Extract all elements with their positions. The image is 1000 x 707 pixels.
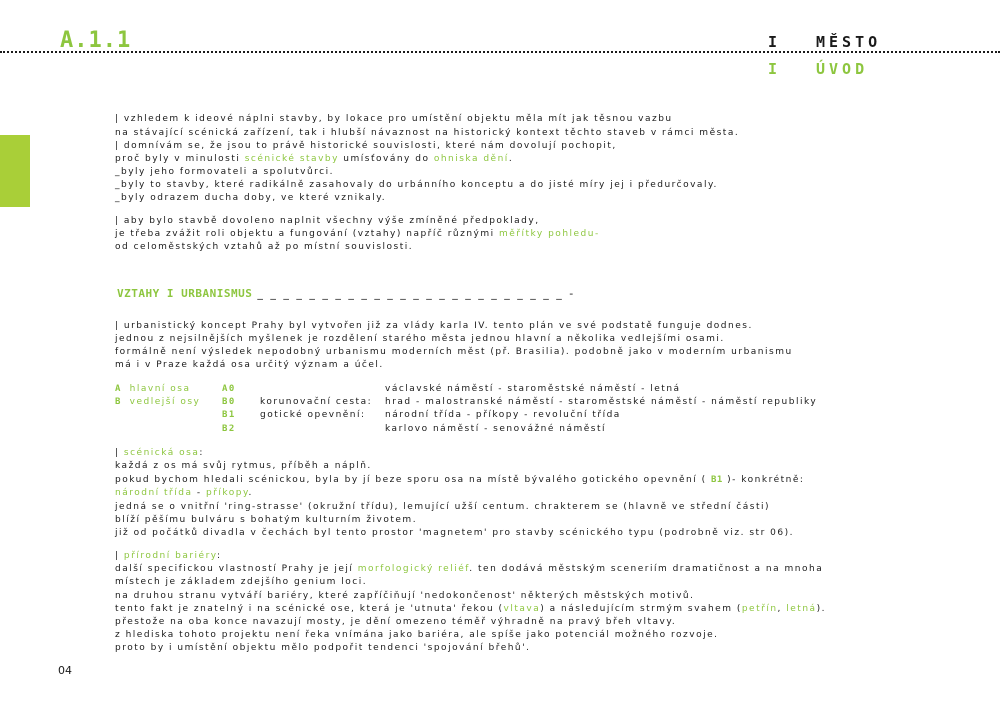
header-section-uvod bbox=[768, 60, 868, 78]
header-separator: I bbox=[768, 33, 782, 51]
barrier-line: z hlediska tohoto projektu není řeka vnímána jako bariéra, ale spíše jako potenciál možného rozvoje. bbox=[115, 630, 719, 640]
axis-row-type: korunovační cesta: bbox=[260, 397, 373, 407]
axis-label-b: vedlejší osy bbox=[129, 397, 201, 407]
highlight-letna: letná bbox=[786, 604, 817, 614]
intro-line: od celoměstských vztahů až po místní souvislosti. bbox=[115, 242, 414, 252]
axis-row-code: A0 bbox=[222, 384, 236, 394]
intro-line: _byly jeho formovateli a spolutvůrci. bbox=[115, 167, 334, 177]
urban-line: má i v Praze každá osa určitý význam a účel. bbox=[115, 360, 384, 370]
scenic-line: jedná se o vnitřní 'ring-strasse' (okružní třídu), lemující užší centum. chrakterem se (hlavně ve střední části) bbox=[115, 502, 770, 512]
text-run: ) a následujícím strmým svahem ( bbox=[540, 604, 742, 614]
intro-line: _byly odrazem ducha doby, ve které vznikaly. bbox=[115, 193, 387, 203]
document-code: A.1.1 bbox=[60, 28, 132, 53]
axis-row-code: B0 bbox=[222, 397, 236, 407]
text-run: | bbox=[115, 448, 124, 458]
text-run: - bbox=[192, 488, 206, 498]
text-run: tento fakt je znatelný i na scénické ose, která je 'utnuta' řekou ( bbox=[115, 604, 504, 614]
axis-label-a: hlavní osa bbox=[129, 384, 191, 394]
text-run: . bbox=[508, 154, 514, 164]
scenic-line bbox=[115, 474, 804, 487]
urban-line: formálně není výsledek nepodobný urbanismu moderních měst (př. Brasilia). podobně jako v moderním urbanismu bbox=[115, 347, 793, 357]
barrier-line: na druhou stranu vytváří bariéry, které zapříčiňují 'nedokončenost' některých městských motivů. bbox=[115, 591, 695, 601]
text-run: - bbox=[594, 229, 600, 239]
section-title-dashes: _ _ _ _ _ _ _ _ _ _ _ _ _ _ _ _ _ _ _ _ _ _ _ _ - bbox=[257, 287, 576, 300]
scenic-heading bbox=[115, 447, 204, 460]
text-run: další specifickou vlastností Prahy je její bbox=[115, 564, 358, 574]
text-run: je třeba zvážit roli objektu a fungování (vztahy) napříč různými bbox=[115, 229, 499, 239]
highlight-prikopy: příkopy bbox=[205, 488, 249, 498]
highlight-meritka-pohledu: měřítky pohledu bbox=[498, 229, 595, 239]
scenic-line: každá z os má svůj rytmus, příběh a náplň. bbox=[115, 461, 372, 471]
axis-code-a: A bbox=[115, 384, 121, 394]
highlight-vltava: vltava bbox=[503, 604, 541, 614]
urban-line: | urbanistický koncept Prahy byl vytvořen již za vlády karla IV. tento plán ve své podstatě funguje dodnes. bbox=[115, 321, 753, 331]
intro-line: _byly to stavby, které radikálně zasahovaly do urbánního konceptu a do jisté míry jej i předurčovaly. bbox=[115, 180, 718, 190]
section-title bbox=[117, 287, 575, 300]
intro-line bbox=[115, 228, 600, 241]
highlight-scenicke-stavby: scénické stavby bbox=[244, 154, 339, 164]
barrier-line bbox=[115, 603, 826, 616]
header-label-mesto: MĚSTO bbox=[816, 33, 882, 51]
text-run: : bbox=[199, 448, 204, 458]
intro-line: | vzhledem k ideové náplni stavby, by lokace pro umístění objektu měla mít jak těsnou vazbu bbox=[115, 114, 673, 124]
axis-row-route: národní třída - příkopy - revoluční třída bbox=[385, 410, 621, 420]
text-run: , bbox=[777, 604, 787, 614]
text-run: ). bbox=[816, 604, 826, 614]
barrier-line bbox=[115, 563, 823, 576]
header-section-mesto bbox=[768, 33, 881, 51]
page-number: 04 bbox=[58, 664, 72, 677]
text-run: : bbox=[216, 551, 222, 561]
axis-row-type: gotické opevnění: bbox=[260, 410, 366, 420]
axis-code-b: B bbox=[115, 397, 121, 407]
text-run: . bbox=[248, 488, 253, 498]
axis-row-code: B2 bbox=[222, 424, 236, 434]
text-run: proč byly v minulosti bbox=[115, 154, 245, 164]
axis-legend-b bbox=[115, 396, 200, 409]
intro-line: na stávající scénická zařízení, tak i hlubší návaznost na historický kontext těchto staveb v rámci města. bbox=[115, 128, 740, 138]
highlight-narodni-trida: národní třída bbox=[115, 488, 193, 498]
text-run: | bbox=[115, 551, 124, 561]
barrier-line: přestože na oba konce navazují mosty, je dění omezeno téměř výhradně na pravý břeh vltavy. bbox=[115, 617, 677, 627]
intro-line: | aby bylo stavbě dovoleno naplnit všechny výše zmíněné předpoklady, bbox=[115, 216, 540, 226]
intro-line: | domnívám se, že jsou to právě historické souvislosti, které nám dovolují pochopit, bbox=[115, 141, 617, 151]
urban-line: jednou z nejsilnějších myšlenek je rozdělení starého města jednou hlavní a několika vedlejšími osami. bbox=[115, 334, 725, 344]
text-run: . ten dodává městským sceneriím dramatičnost a na mnoha bbox=[469, 564, 824, 574]
barrier-heading bbox=[115, 550, 222, 563]
text-run: pokud bychom hledali scénickou, byla by jí beze sporu osa na místě bývalého gotického opevnění ( bbox=[115, 475, 711, 485]
highlight-ohniska-deni: ohniska dění bbox=[433, 154, 509, 164]
scenic-heading-text: scénická osa bbox=[123, 448, 200, 458]
axis-row-code: B1 bbox=[222, 410, 236, 420]
barrier-line: proto by i umístění objektu mělo podpořit tendenci 'spojování břehů'. bbox=[115, 643, 531, 653]
highlight-morfologicky-relief: morfologický reliéf bbox=[357, 564, 470, 574]
text-run: umísťovány do bbox=[338, 154, 434, 164]
highlight-b1: B1 bbox=[710, 475, 723, 485]
axis-row-route: karlovo náměstí - senovážné náměstí bbox=[385, 424, 607, 434]
side-accent-bar bbox=[0, 135, 30, 207]
axis-row-route: václavské náměstí - staroměstské náměstí - letná bbox=[385, 384, 681, 394]
barrier-line: místech je základem zdejšího genium loci. bbox=[115, 577, 368, 587]
axis-row-route: hrad - malostranské náměstí - staroměstské náměstí - náměstí republiky bbox=[385, 397, 818, 407]
scenic-line: blíží pěšímu bulváru s bohatým kulturním životem. bbox=[115, 515, 418, 525]
highlight-petrin: petřín bbox=[741, 604, 778, 614]
text-run: )- konkrétně: bbox=[722, 475, 805, 485]
scenic-line bbox=[115, 487, 253, 500]
header-separator: I bbox=[768, 60, 782, 78]
header-dotted-rule bbox=[0, 51, 1000, 53]
barrier-heading-text: přírodní bariéry bbox=[123, 551, 217, 561]
section-title-text: VZTAHY I URBANISMUS bbox=[117, 287, 253, 300]
header-label-uvod: ÚVOD bbox=[816, 60, 869, 78]
scenic-line: již od počátků divadla v čechách byl tento prostor 'magnetem' pro stavby scénického typu (podrobně viz. str 06). bbox=[115, 528, 794, 538]
axis-legend-a bbox=[115, 383, 190, 396]
intro-line bbox=[115, 153, 513, 166]
